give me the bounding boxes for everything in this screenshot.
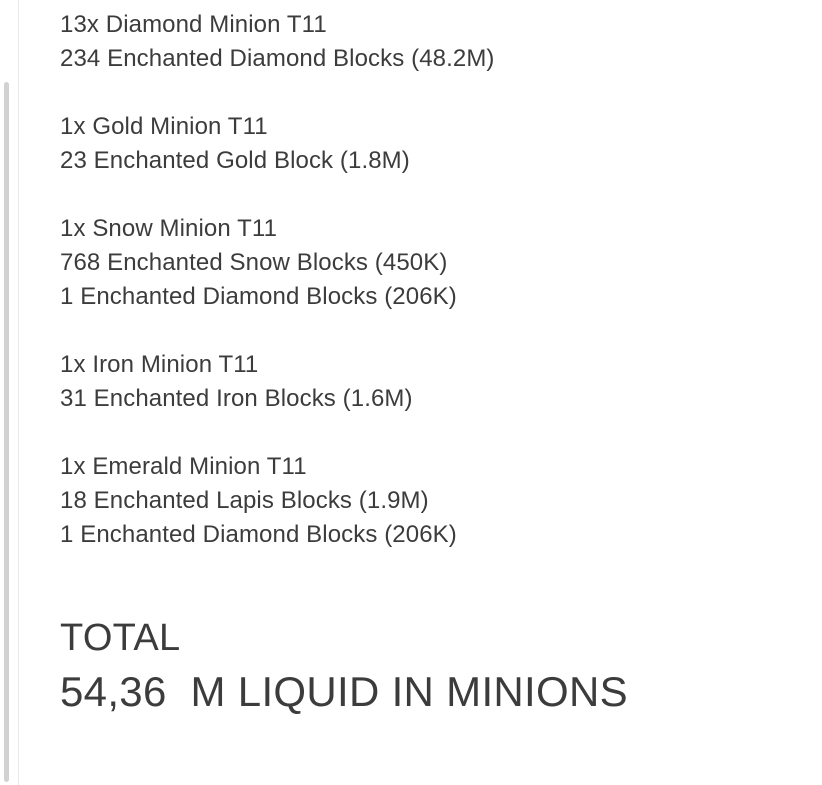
minion-group [60,110,812,178]
minion-title: 1x Gold Minion T11 [60,113,268,140]
minion-item: 768 Enchanted Snow Blocks (450K) [60,249,448,276]
page-left-gutter [0,0,19,785]
total-value: 54,36 M LIQUID IN MINIONS [60,668,628,715]
minion-item: 234 Enchanted Diamond Blocks (48.2M) [60,45,495,72]
total-label: TOTAL [60,617,181,659]
document-content [60,8,812,720]
minion-item: 31 Enchanted Iron Blocks (1.6M) [60,385,413,412]
minion-item: 1 Enchanted Diamond Blocks (206K) [60,283,457,310]
minion-group [60,212,812,314]
minion-item: 1 Enchanted Diamond Blocks (206K) [60,521,457,548]
minion-title: 1x Emerald Minion T11 [60,453,307,480]
minion-item: 18 Enchanted Lapis Blocks (1.9M) [60,487,429,514]
minion-group [60,450,812,552]
vertical-scrollbar-thumb[interactable] [4,82,9,782]
minion-group [60,348,812,416]
minion-title: 13x Diamond Minion T11 [60,11,327,38]
minion-group [60,8,812,76]
minion-item: 23 Enchanted Gold Block (1.8M) [60,147,410,174]
minion-title: 1x Snow Minion T11 [60,215,278,242]
minion-title: 1x Iron Minion T11 [60,351,259,378]
total-block [60,612,812,720]
